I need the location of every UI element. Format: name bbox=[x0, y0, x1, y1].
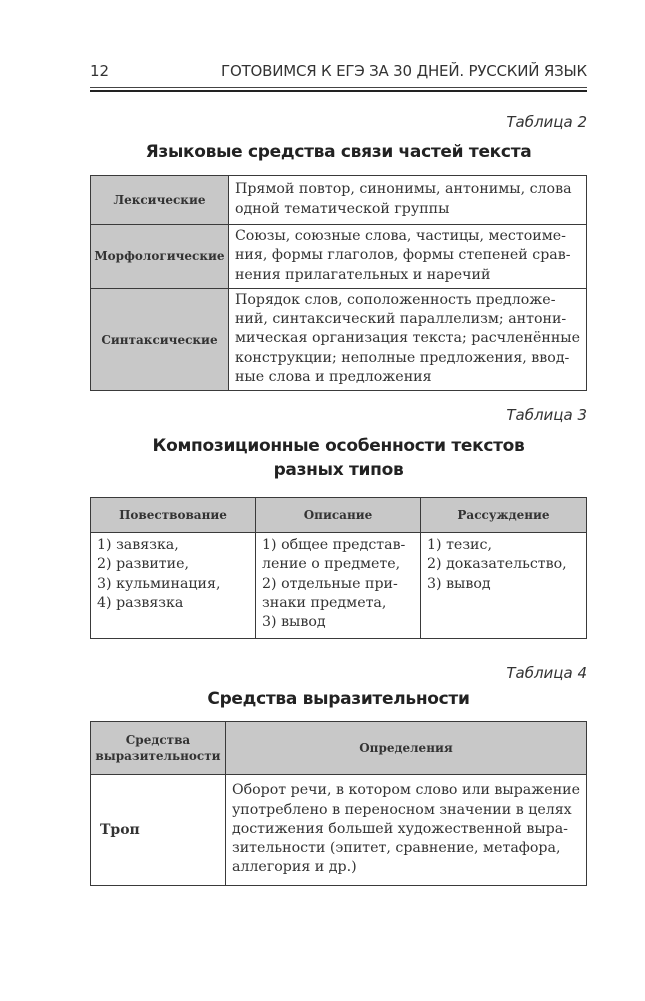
column-header: Повествование bbox=[91, 498, 256, 533]
table-expressive-means bbox=[90, 721, 587, 886]
table4-caption: Таблица 4 bbox=[506, 664, 587, 682]
table-row bbox=[91, 775, 587, 886]
table2-title: Языковые средства связи частей текста bbox=[145, 142, 532, 162]
column-header: Описание bbox=[256, 498, 421, 533]
table-linking-devices bbox=[90, 175, 587, 391]
table-header-row bbox=[91, 722, 587, 775]
table4-title: Средства выразительности bbox=[207, 689, 470, 709]
table-header-row bbox=[91, 498, 587, 533]
row-description: Союзы, союзные слова, частицы, местоиме- ния, формы глаголов, формы степеней срав- нения прилагательных и наречий bbox=[228, 225, 586, 289]
table-row bbox=[91, 176, 587, 225]
header-double-rule bbox=[90, 87, 587, 92]
description-cell: 1) общее представ- ление о предмете, 2) отдельные при- знаки предмета, 3) вывод bbox=[256, 533, 421, 639]
definition-cell: Оборот речи, в котором слово или выражение употреблено в переносном значении в целях достижения большей художественной выра- зительности (эпитет, сравнение, метафора, аллегория и др.) bbox=[225, 775, 586, 886]
page-header bbox=[90, 62, 587, 94]
table-row bbox=[91, 225, 587, 289]
table-row bbox=[91, 288, 587, 390]
row-label: Морфологические bbox=[91, 225, 229, 289]
page-number: 12 bbox=[90, 62, 110, 80]
table2-caption: Таблица 2 bbox=[506, 113, 587, 131]
table3-caption: Таблица 3 bbox=[506, 406, 587, 424]
table3-title: Композиционные особенности текстов разных типов bbox=[152, 436, 525, 480]
column-header-definitions: Определения bbox=[225, 722, 586, 775]
row-description: Прямой повтор, синонимы, антонимы, слова одной тематической группы bbox=[228, 176, 586, 225]
reasoning-cell: 1) тезис, 2) доказательство, 3) вывод bbox=[421, 533, 587, 639]
narration-cell: 1) завязка, 2) развитие, 3) кульминация, 4) развязка bbox=[91, 533, 256, 639]
table-text-types bbox=[90, 497, 587, 639]
row-description: Порядок слов, соположенность предложе- ний, синтаксический параллелизм; антони- мическая организация текста; расчленённые конструкции; неполные предложения, ввод- ные слова и предложения bbox=[228, 288, 586, 390]
table-row bbox=[91, 533, 587, 639]
row-label: Лексические bbox=[91, 176, 229, 225]
running-title: ГОТОВИМСЯ К ЕГЭ ЗА 30 ДНЕЙ. РУССКИЙ ЯЗЫК bbox=[221, 62, 587, 80]
row-label: Синтаксические bbox=[91, 288, 229, 390]
column-header-means: Средства выразительности bbox=[91, 722, 226, 775]
term-cell: Троп bbox=[91, 775, 226, 886]
column-header: Рассуждение bbox=[421, 498, 587, 533]
